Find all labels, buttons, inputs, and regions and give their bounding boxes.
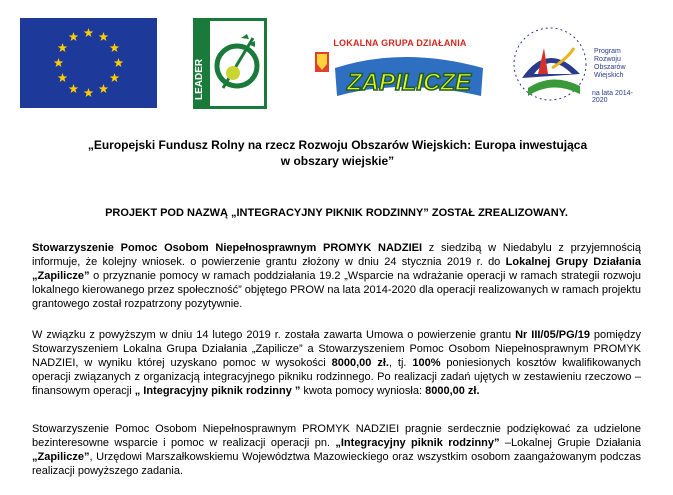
- event-name: „ Integracyjny piknik rodzinny ”: [134, 385, 301, 397]
- text-span: , Urzędowi Marszałkowskiemu Województwa Mazowieckiego oraz wszystkim osobom zaangażowanym podczas realizacji powyższego zadania.: [32, 451, 641, 477]
- event-name: „Integracyjny piknik rodzinny”: [335, 437, 500, 449]
- fund-title-line2: w obszary wiejskie”: [280, 154, 395, 168]
- paragraph-thanks: [32, 422, 641, 478]
- lgd-name-bold: „Zapilicze”: [32, 451, 90, 463]
- text-span: kwota pomocy wyniosła:: [300, 385, 426, 397]
- text-span: pomiędzy Stowarzyszeniem Lokalna Grupa Działania „Zapilicze” a Stowarzyszeniem Pomoc Osobom Niepełnosprawnym PROMYK NADZIEI, w wyniku której uzyskano pomoc w wysokości: [32, 329, 641, 369]
- eu-flag-icon: [20, 18, 157, 108]
- text-span: W związku z powyższym w dniu 14 lutego 2019 r. została zawarta Umowa o powierzenie grantu: [32, 329, 516, 341]
- text-span: z siedzibą w Niedabylu z przyjemnością informuje, że kolejny wniosek. o powierzenie grantu złożony w dniu 24 stycznia 2019 r. do: [32, 242, 641, 268]
- contract-number: Nr III/05/PG/19: [515, 329, 590, 341]
- grant-amount: 8000,00 zł.: [331, 357, 389, 369]
- prow-logo: [508, 18, 648, 110]
- leader-logo: [193, 18, 267, 109]
- project-title: PROJEKT POD NAZWĄ „INTEGRACYJNY PIKNIK RODZINNY” ZOSTAŁ ZREALIZOWANY.: [105, 207, 568, 219]
- text-span: o przyznanie pomocy w ramach poddziałania 19.2 „Wsparcie na wdrażanie operacji w ramach strategii rozwoju lokalnego kierowanego przez społeczność” objętego PROW na lata 2014-2020 dla operacji realizowanych w ramach projektu grantowego został rozpatrzony pozytywnie.: [32, 270, 642, 310]
- paragraph-contract: [32, 328, 641, 398]
- funding-percent: 100%: [412, 357, 441, 369]
- lgd-caption: LOKALNA GRUPA DZIAŁANIA: [333, 38, 467, 48]
- text-span: poniesionych kosztów kwalifikowanych operacji związanych z organizacją integracyjnego pikniku rodzinnego. Po realizacji zadań ujętych w zestawieniu rzeczowo – finansowym operacji: [32, 357, 642, 397]
- org-name: Stowarzyszenie Pomoc Osobom Niepełnosprawnym PROMYK NADZIEI: [32, 242, 423, 254]
- lgd-name-bold: Lokalnej Grupy Działania „Zapilicze”: [32, 256, 641, 282]
- paragraph-announcement: [32, 241, 641, 311]
- logo-bar: [0, 0, 673, 120]
- fund-title-line1: „Europejski Fundusz Rolny na rzecz Rozwoju Obszarów Wiejskich: Europa inwestująca: [87, 138, 588, 152]
- fund-title: [40, 137, 635, 169]
- final-amount: 8000,00 zł.: [425, 385, 480, 397]
- text-span: , tj.: [388, 357, 413, 369]
- lgd-zapilicze-logo: [313, 38, 487, 102]
- leader-text: LEADER: [194, 58, 205, 100]
- prow-years: na lata 2014-2020: [592, 90, 633, 104]
- text-span: Stowarzyszenie Pomoc Osobom Niepełnosprawnym PROMYK NADZIEI pragnie serdecznie podziękować za udzielone bezinteresowne wsparcie i pomoc w realizacji operacji pn.: [32, 423, 641, 449]
- prow-name: Program Rozwoju Obszarów Wiejskich: [594, 48, 626, 79]
- text-span: –Lokalnej Grupie Działania: [499, 437, 641, 449]
- lgd-name: ZAPILICZE: [347, 69, 471, 96]
